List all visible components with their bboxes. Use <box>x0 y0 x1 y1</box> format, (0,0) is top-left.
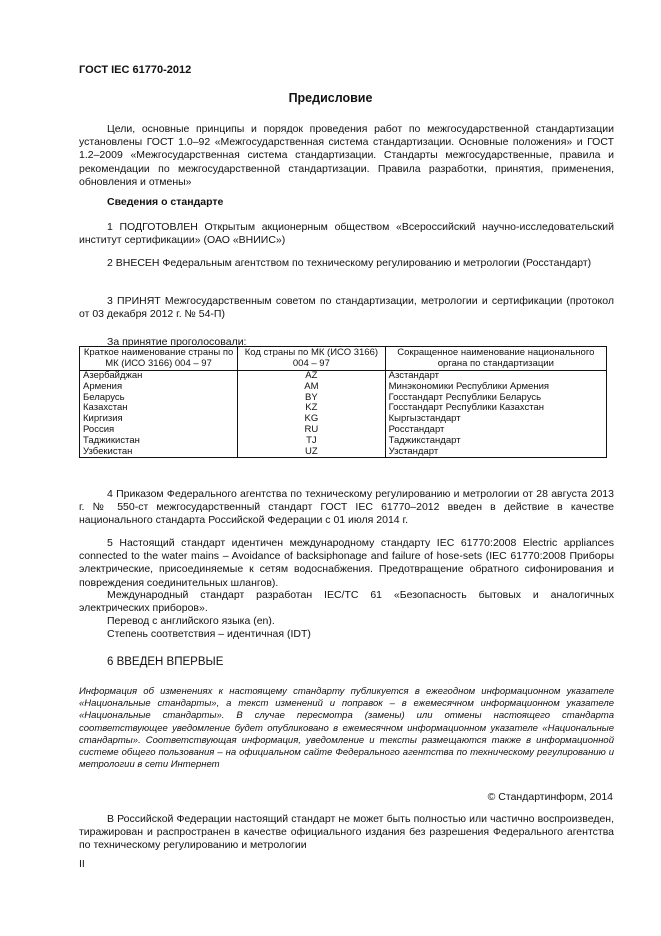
code-cell: BY <box>238 393 386 404</box>
column-header: Краткое наименование страны по МК (ИСО 3166) 004 – 97 <box>80 347 238 371</box>
body-cell: Росстандарт <box>385 425 606 436</box>
item-3: 3 ПРИНЯТ Межгосударственным советом по стандартизации, метрологии и сертификации (протокол от 03 декабря 2012 г. № 54-П) <box>79 295 614 321</box>
table-row <box>80 403 607 414</box>
table-header-row <box>80 347 607 371</box>
table-row <box>80 436 607 447</box>
page-number: II <box>79 858 85 870</box>
item-1: 1 ПОДГОТОВЛЕН Открытым акционерным обществом «Всероссийский научно-исследовательский институт сертификации» (ОАО «ВНИИС») <box>79 221 614 247</box>
body-cell: Азстандарт <box>385 371 606 382</box>
item-5: 5 Настоящий стандарт идентичен международному стандарту IEC 61770:2008 Electric appliances connected to the water mains – Avoidance of backsiphonage and failure of hose-sets (IEC 61770:2008 Приборы электрические, присоединяемые к сетям водоснабжения. Предотвращение обратного сифонирования и повреждения соединительных шлангов). <box>79 537 614 589</box>
item-5-developer: Международный стандарт разработан IEC/TC 61 «Безопасность бытовых и аналогичных электрических приборов». <box>79 589 614 615</box>
body-cell: Госстандарт Республики Казахстан <box>385 403 606 414</box>
item-5-degree: Степень соответствия – идентичная (IDT) <box>107 628 311 640</box>
rights-notice: В Российской Федерации настоящий стандарт не может быть полностью или частично воспроизведен, тиражирован и распространен в качестве официального издания без разрешения Федерального агентства по техническому регулированию и метрологии <box>79 813 614 852</box>
info-notice: Информация об изменениях к настоящему стандарту публикуется в ежегодном информационном указателе «Национальные стандарты», а текст изменений и поправок – в ежемесячном информационном указателе «Национальные стандарты». В случае пересмотра (замены) или отмены настоящего стандарта соответствующее уведомление будет опубликовано в ежемесячном информационном указателе «Национальные стандарты». Соответствующая информация, уведомление и тексты размещаются также в информационной системе общего пользования – на официальном сайте Федерального агентства по техническому регулированию и метрологии в сети Интернет <box>79 686 614 771</box>
code-cell: KZ <box>238 403 386 414</box>
table-row <box>80 414 607 425</box>
body-cell: Кыргызстандарт <box>385 414 606 425</box>
country-cell: Армения <box>80 382 238 393</box>
country-cell: Таджикистан <box>80 436 238 447</box>
code-cell: AZ <box>238 371 386 382</box>
code-cell: RU <box>238 425 386 436</box>
country-cell: Киргизия <box>80 414 238 425</box>
body-cell: Таджикстандарт <box>385 436 606 447</box>
table-row <box>80 425 607 436</box>
table-row <box>80 447 607 458</box>
item-4: 4 Приказом Федерального агентства по техническому регулированию и метрологии от 28 августа 2013 г. № 550-ст межгосударственный стандарт ГОСТ IEC 61770–2012 введен в действие в качестве национального стандарта Российской Федерации с 01 июля 2014 г. <box>79 488 614 527</box>
item-6: 6 ВВЕДЕН ВПЕРВЫЕ <box>107 656 224 668</box>
code-cell: AM <box>238 382 386 393</box>
country-cell: Казахстан <box>80 403 238 414</box>
country-cell: Россия <box>80 425 238 436</box>
body-cell: Минэкономики Республики Армения <box>385 382 606 393</box>
country-cell: Беларусь <box>80 393 238 404</box>
body-cell: Госстандарт Республики Беларусь <box>385 393 606 404</box>
code-cell: KG <box>238 414 386 425</box>
document-code: ГОСТ IEC 61770-2012 <box>79 64 192 76</box>
copyright-line: © Стандартинформ, 2014 <box>487 791 613 803</box>
page-title: Предисловие <box>288 91 373 105</box>
column-header: Сокращенное наименование национального органа по стандартизации <box>385 347 606 371</box>
code-cell: UZ <box>238 447 386 458</box>
country-cell: Узбекистан <box>80 447 238 458</box>
votes-caption: За принятие проголосовали: <box>107 336 247 348</box>
votes-table <box>79 346 607 458</box>
item-2: 2 ВНЕСЕН Федеральным агентством по техническому регулированию и метрологии (Росстандарт) <box>107 257 592 269</box>
table-row <box>80 382 607 393</box>
code-cell: TJ <box>238 436 386 447</box>
item-5-language: Перевод с английского языка (en). <box>107 615 275 627</box>
country-cell: Азербайджан <box>80 371 238 382</box>
intro-paragraph: Цели, основные принципы и порядок проведения работ по межгосударственной стандартизации установлены ГОСТ 1.0–92 «Межгосударственная система стандартизации. Основные положения» и ГОСТ 1.2–2009 «Межгосударственная система стандартизации. Стандарты межгосударственные, правила и рекомендации по межгосударственной стандартизации. Правила разработки, принятия, применения, обновления и отмены» <box>79 123 614 188</box>
body-cell: Узстандарт <box>385 447 606 458</box>
section-heading: Сведения о стандарте <box>107 196 224 208</box>
column-header: Код страны по МК (ИСО 3166) 004 – 97 <box>238 347 386 371</box>
